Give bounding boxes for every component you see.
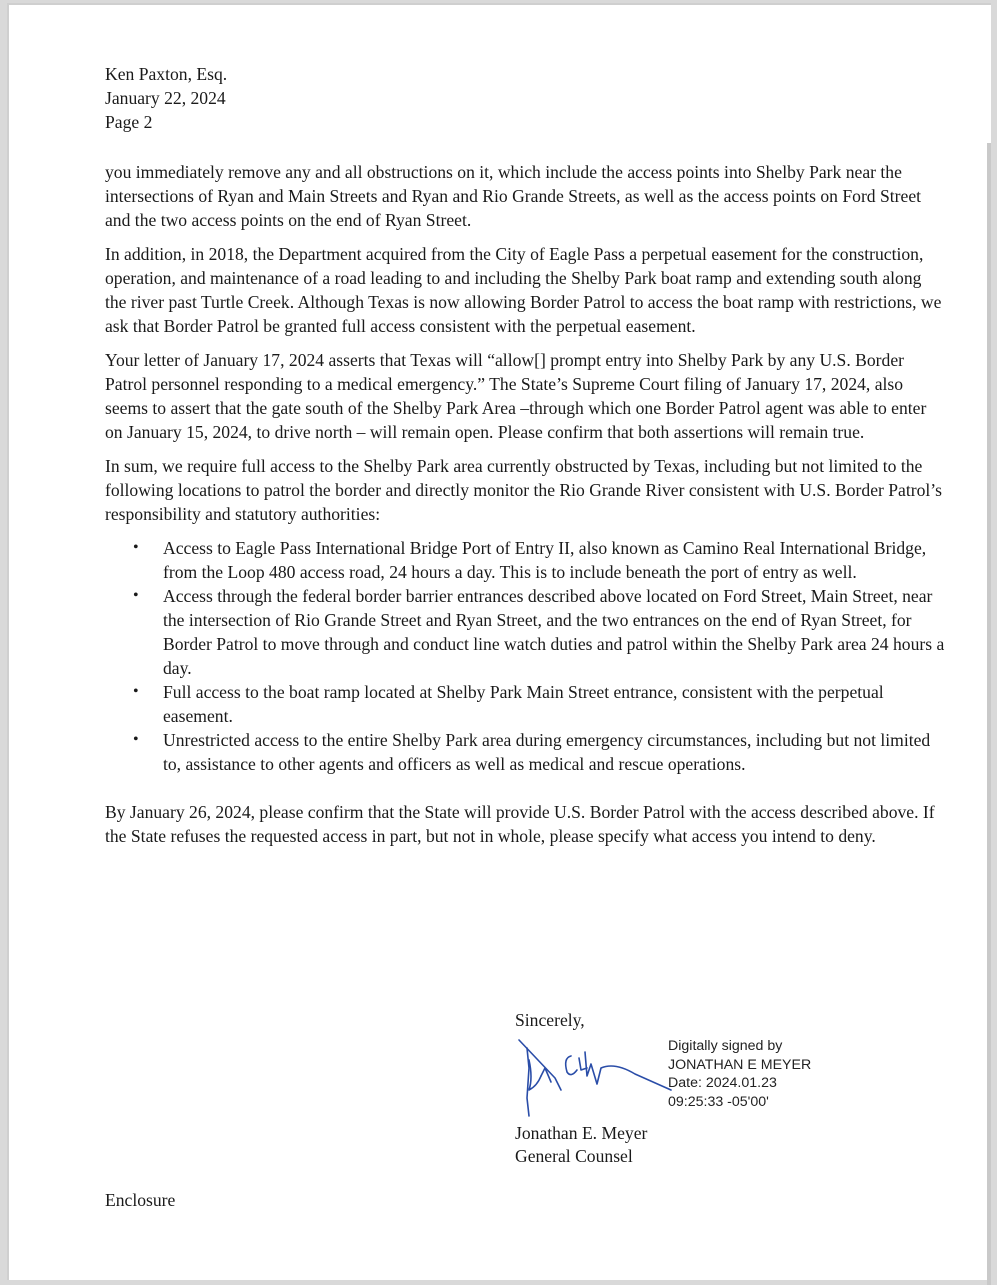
paragraph-easement: In addition, in 2018, the Department acquired from the City of Eagle Pass a perpetual easement for the construction, operation, and maintenance of a road leading to and including the Shelby Park boat ramp and extending south along the river past Turtle Creek. Although Texas is now allowing Border Patrol to access the boat ramp with restrictions, we ask that Border Patrol be granted full access consistent with the perpetual easement. <box>105 244 942 336</box>
paragraph-assertions: Your letter of January 17, 2024 asserts that Texas will “allow[] prompt entry into Shelby Park by any U.S. Border Patrol personnel responding to a medical emergency.” The State’s Supreme Court filing of January 17, 2024, also seems to assert that the gate south of the Shelby Park Area –through which one Border Patrol agent was able to enter on January 15, 2024, to drive north – will remain open. Please confirm that both assertions will remain true. <box>105 350 927 442</box>
page-edge-shadow <box>987 143 991 1285</box>
recipient-line: Ken Paxton, Esq. <box>105 64 228 84</box>
paragraph-summary: In sum, we require full access to the Shelby Park area currently obstructed by Texas, including but not limited to the following locations to patrol the border and directly monitor the Rio Grande River consistent with U.S. Border Patrol’s responsibility and statutory authorities: <box>105 456 943 524</box>
list-item <box>133 728 945 776</box>
list-item-text: Access to Eagle Pass International Bridge Port of Entry II, also known as Camino Real International Bridge, from the Loop 480 access road, 24 hours a day. This is to include beneath the port of entry as well. <box>163 538 927 582</box>
paragraph-obstructions: you immediately remove any and all obstructions on it, which include the access points into Shelby Park near the intersections of Ryan and Main Streets and Ryan and Rio Grande Streets, as well as the access points on Ford Street and the two access points on the end of Ryan Street. <box>105 162 922 230</box>
bullet-icon: • <box>133 587 139 604</box>
list-item <box>133 536 945 584</box>
list-item <box>133 584 945 680</box>
letter-date: January 22, 2024 <box>105 88 226 108</box>
access-requirements-list <box>105 536 945 776</box>
digital-signature-stamp <box>668 1037 811 1111</box>
handwritten-signature-icon <box>515 1038 675 1128</box>
letter-body <box>105 62 945 848</box>
list-item-text: Full access to the boat ramp located at Shelby Park Main Street entrance, consistent with the perpetual easement. <box>163 682 884 726</box>
signer-name: Jonathan E. Meyer <box>515 1123 648 1143</box>
bullet-icon: • <box>133 539 139 556</box>
signer-title: General Counsel <box>515 1146 633 1166</box>
digital-signature-date: Date: 2024.01.23 <box>668 1075 777 1091</box>
digital-signature-time: 09:25:33 -05'00' <box>668 1093 769 1110</box>
digital-signature-signer: JONATHAN E MEYER <box>668 1056 812 1073</box>
list-item <box>133 680 945 728</box>
digital-signature-label: Digitally signed by <box>668 1038 783 1054</box>
list-item-text: Unrestricted access to the entire Shelby Park area during emergency circumstances, including but not limited to, assistance to other agents and officers as well as medical and rescue operations. <box>163 730 931 774</box>
list-item-text: Access through the federal border barrier entrances described above located on Ford Street, Main Street, near the intersection of Rio Grande Street and Ryan Street, and the two entrances on the end of Ryan Street, for Border Patrol to move through and conduct line watch duties and patrol within the Shelby Park area 24 hours a day. <box>163 586 945 678</box>
enclosure-note: Enclosure <box>105 1190 176 1210</box>
paragraph-deadline: By January 26, 2024, please confirm that the State will provide U.S. Border Patrol with the access described above. If the State refuses the requested access in part, but not in whole, please specify what access you intend to deny. <box>105 802 935 846</box>
page-number: Page 2 <box>105 112 153 132</box>
bullet-icon: • <box>133 731 139 748</box>
bullet-icon: • <box>133 683 139 700</box>
valediction: Sincerely, <box>515 1010 585 1030</box>
signature-block <box>515 1008 845 1168</box>
page-header <box>105 62 945 134</box>
